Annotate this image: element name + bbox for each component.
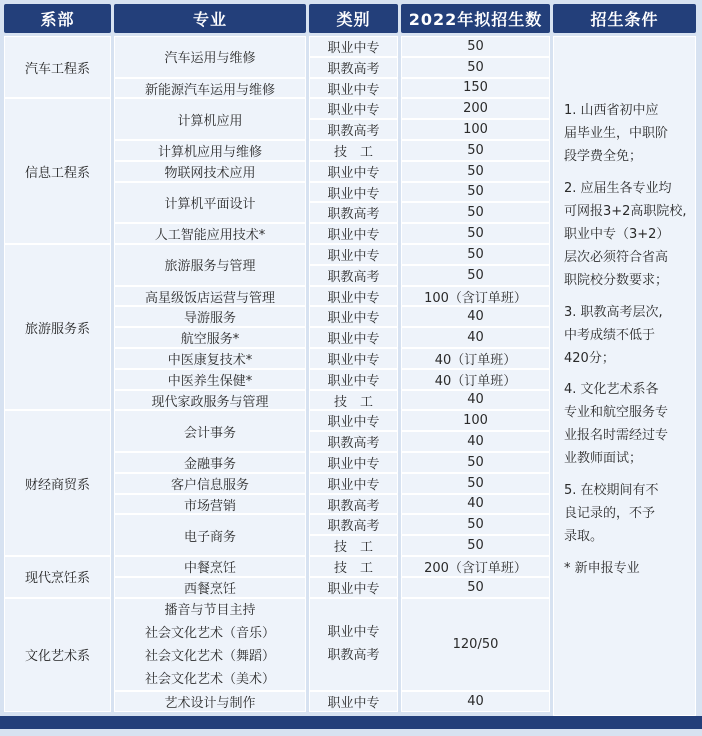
condition-line: 良记录的，不予 [564, 506, 656, 522]
merged-categories-cell [309, 598, 398, 691]
major-name-cell: 计算机应用 [114, 98, 306, 140]
condition-line: 3. 职教高考层次, [564, 304, 663, 320]
major-name-cell: 市场营销 [114, 494, 306, 515]
enrollment-count-cell: 200（含订单班） [401, 556, 550, 577]
category-cell: 职业中专 [309, 348, 398, 369]
header-category: 类别 [309, 4, 398, 33]
enrollment-conditions [553, 36, 696, 716]
major-name-cell: 中餐烹饪 [114, 556, 306, 577]
category-cell: 职教高考 [309, 494, 398, 515]
major-name-cell: 高星级饭店运营与管理 [114, 286, 306, 307]
enrollment-count-cell: 50 [401, 182, 550, 203]
enrollment-count-cell: 50 [401, 244, 550, 265]
category-cell: 职业中专 [309, 577, 398, 598]
condition-line: 专业和航空服务专 [564, 405, 669, 421]
category-cell: 职业中专 [309, 369, 398, 390]
merged-major-name: 播音与节目主持 [164, 602, 256, 618]
condition-line: 届毕业生，中职阶 [564, 126, 669, 141]
category-cell: 职教高考 [309, 265, 398, 286]
enrollment-count-cell: 50 [401, 140, 550, 161]
major-name-cell: 物联网技术应用 [114, 161, 306, 182]
category-cell: 技 工 [309, 535, 398, 556]
condition-line: 2. 应届生各专业均 [564, 180, 672, 196]
major-name-cell: 现代家政服务与管理 [114, 390, 306, 411]
major-name-cell: 电子商务 [114, 514, 306, 556]
category-cell: 职业中专 [309, 36, 398, 57]
enrollment-count-cell: 50 [401, 223, 550, 244]
enrollment-count-cell: 50 [401, 265, 550, 286]
enrollment-count-cell: 100 [401, 119, 550, 140]
condition-line: 420分； [564, 350, 615, 366]
category-cell: 职业中专 [309, 473, 398, 494]
department-name-cell: 现代烹饪系 [4, 556, 111, 598]
major-name-cell: 航空服务* [114, 327, 306, 348]
category-cell: 职教高考 [309, 119, 398, 140]
footer-bar [0, 716, 702, 729]
category-cell: 职业中专 [309, 410, 398, 431]
header-major: 专业 [114, 4, 306, 33]
department-name-cell: 文化艺术系 [4, 598, 111, 712]
merged-major-name: 社会文化艺术（音乐） [144, 625, 275, 641]
header-enrollment-count: 2022年拟招生数 [401, 4, 550, 33]
condition-line: 录取。 [564, 529, 604, 545]
condition-line: 可网报3+2高职院校, [564, 203, 687, 219]
enrollment-count-cell: 40 [401, 327, 550, 348]
condition-line: 段学费全免； [564, 149, 643, 164]
major-name-cell: 金融事务 [114, 452, 306, 473]
condition-line: 5. 在校期间有不 [564, 483, 659, 499]
merged-major-name: 社会文化艺术（美术） [144, 671, 275, 687]
category-cell: 职业中专 [309, 452, 398, 473]
major-name-cell: 客户信息服务 [114, 473, 306, 494]
major-name-cell: 西餐烹饪 [114, 577, 306, 598]
enrollment-count-cell: 150 [401, 78, 550, 99]
category-cell: 职教高考 [309, 514, 398, 535]
major-name-cell: 计算机平面设计 [114, 182, 306, 224]
enrollment-count-cell: 50 [401, 57, 550, 78]
enrollment-count-cell: 100 [401, 410, 550, 431]
merged-count-cell: 120/50 [401, 598, 550, 691]
enrollment-count-cell: 50 [401, 36, 550, 57]
category-cell: 职业中专 [309, 161, 398, 182]
enrollment-count-cell: 100（含订单班） [401, 286, 550, 307]
condition-line: 业教师面试； [564, 451, 643, 467]
category-cell: 职业中专 [309, 223, 398, 244]
category-cell: 技 工 [309, 140, 398, 161]
department-name-cell: 汽车工程系 [4, 36, 111, 98]
enrollment-count-cell: 40（订单班） [401, 348, 550, 369]
department-name-cell: 财经商贸系 [4, 410, 111, 556]
major-name-cell: 艺术设计与制作 [114, 691, 306, 712]
major-name-cell: 汽车运用与维修 [114, 36, 306, 78]
category-cell: 技 工 [309, 556, 398, 577]
enrollment-count-cell: 40 [401, 390, 550, 411]
enrollment-count-cell: 50 [401, 202, 550, 223]
enrollment-count-cell: 50 [401, 452, 550, 473]
merged-major-name: 社会文化艺术（舞蹈） [144, 648, 275, 664]
enrollment-count-cell: 40 [401, 691, 550, 712]
enrollment-count-cell: 50 [401, 577, 550, 598]
category-cell: 职业中专 [309, 691, 398, 712]
enrollment-count-cell: 40 [401, 494, 550, 515]
category-cell: 职业中专 [309, 244, 398, 265]
enrollment-count-cell: 200 [401, 98, 550, 119]
category-cell: 职教高考 [309, 202, 398, 223]
merged-category: 职教高考 [327, 648, 380, 664]
condition-line: 层次必须符合省高 [564, 249, 669, 265]
major-name-cell: 中医养生保健* [114, 369, 306, 390]
condition-line: 职业中专（3+2） [564, 226, 670, 242]
category-cell: 职业中专 [309, 327, 398, 348]
condition-line: 1. 山西省初中应 [564, 103, 659, 118]
condition-line: 4. 文化艺术系各 [564, 382, 659, 398]
condition-line: * 新申报专业 [564, 560, 640, 576]
major-name-cell: 旅游服务与管理 [114, 244, 306, 286]
category-cell: 职教高考 [309, 431, 398, 452]
merged-category: 职业中专 [327, 625, 380, 641]
condition-line: 业报名时需经过专 [564, 428, 669, 444]
category-cell: 职业中专 [309, 286, 398, 307]
major-name-cell: 人工智能应用技术* [114, 223, 306, 244]
category-cell: 职业中专 [309, 98, 398, 119]
merged-majors-cell [114, 598, 306, 691]
major-name-cell: 中医康复技术* [114, 348, 306, 369]
enrollment-count-cell: 50 [401, 514, 550, 535]
header-department: 系部 [4, 4, 111, 33]
department-name-cell: 信息工程系 [4, 98, 111, 244]
category-cell: 技 工 [309, 390, 398, 411]
major-name-cell: 新能源汽车运用与维修 [114, 78, 306, 99]
department-name-cell: 旅游服务系 [4, 244, 111, 410]
major-name-cell: 会计事务 [114, 410, 306, 452]
enrollment-count-cell: 50 [401, 473, 550, 494]
enrollment-count-cell: 50 [401, 161, 550, 182]
category-cell: 职业中专 [309, 78, 398, 99]
category-cell: 职业中专 [309, 306, 398, 327]
header-conditions: 招生条件 [553, 4, 696, 33]
enrollment-count-cell: 40 [401, 431, 550, 452]
enrollment-count-cell: 50 [401, 535, 550, 556]
condition-line: 中考成绩不低于 [564, 327, 656, 343]
category-cell: 职业中专 [309, 182, 398, 203]
enrollment-count-cell: 40 [401, 306, 550, 327]
category-cell: 职教高考 [309, 57, 398, 78]
condition-line: 职院校分数要求； [564, 272, 669, 288]
major-name-cell: 导游服务 [114, 306, 306, 327]
major-name-cell: 计算机应用与维修 [114, 140, 306, 161]
enrollment-count-cell: 40（订单班） [401, 369, 550, 390]
